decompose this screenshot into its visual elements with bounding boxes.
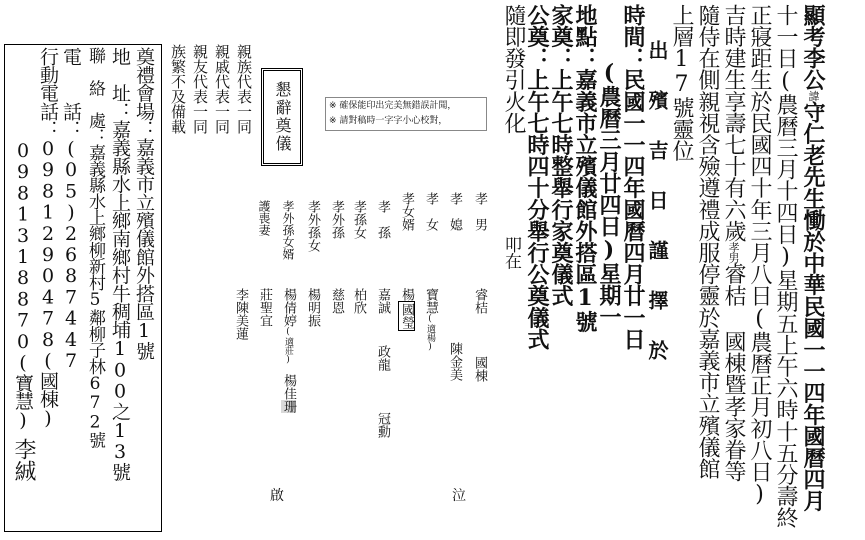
announcement-line-4-b: 睿桔 國棟暨孝家眷等: [721, 262, 746, 482]
contact-value: 嘉義縣水上鄉柳新村5鄰柳子林672號: [85, 144, 105, 448]
announcement-line-4-a: 吉時建生享壽七十有六歲: [721, 4, 746, 242]
family-name-son-in-law-surname: 楊: [399, 288, 414, 301]
closing-announce: 啟: [270, 488, 284, 504]
family-rel-6: 孝外孫: [329, 200, 344, 239]
mobile-line-1: [38, 47, 57, 429]
announcement-line-1: [802, 4, 824, 511]
announcement-line-4: [722, 4, 744, 482]
funeral-time: 時間：民國一一四年國曆四月廿一日: [620, 4, 646, 350]
family-name-outer-1: [282, 288, 295, 365]
family-name-daughter-main: 寶慧: [423, 288, 438, 314]
family-name-grandson-outer: 慈恩: [329, 288, 344, 314]
mobile-line-2: 0981318870(寶慧): [12, 140, 34, 431]
family-name-outer-1-note: (適莊): [283, 327, 293, 365]
address-line: [110, 47, 129, 481]
family-rel-1: 孝 媳: [447, 192, 462, 231]
family-rel-7: 孝外孫女: [305, 200, 320, 252]
note-line-1: ※ 確保能印出完美無錯誤計聞，: [329, 101, 457, 111]
family-name-wife: 李陳美蓮: [233, 288, 248, 340]
family-name-son-1: 睿桔: [472, 288, 487, 314]
signer-name: 李絾: [11, 438, 36, 482]
address-label: 地 址：: [109, 47, 131, 120]
family-name-outer-spouse: 莊聖宜: [257, 288, 272, 327]
family-rel-5: 孝孫女: [351, 200, 366, 239]
announcement-line-3: 正寢距生於民國四十年三月八日(農曆正月初八日): [747, 4, 772, 507]
family-rites: 家奠：上午七時整舉行家奠儀式: [548, 4, 574, 307]
family-name-outer-2-highlight: 珊: [281, 400, 296, 413]
rep-too-many: 族繁不及備載: [169, 44, 187, 134]
deceased-small-mark: 諱: [807, 90, 820, 102]
family-rel-0: 孝 男: [472, 192, 487, 231]
family-name-daughter-in-law: 陳金美: [447, 342, 462, 381]
family-name-granddaughter-outer: 楊明振: [305, 288, 320, 327]
closing-weep: 泣: [452, 488, 466, 504]
kowtow-mark: 叩在: [501, 236, 521, 270]
family-rel-2: 孝 女: [423, 192, 438, 231]
contact-line: [86, 47, 103, 448]
funeral-location: 地點：嘉義市立殯儀館外搭區1號: [572, 4, 598, 333]
rep-clan: 親族代表一同: [235, 44, 253, 134]
funeral-date-heading: 出 殯 吉 日 謹 擇 於: [645, 40, 669, 363]
announcement-line-6: 上層17號靈位: [669, 4, 694, 162]
family-rel-9: 護喪妻: [257, 200, 271, 236]
proofread-notes: [325, 97, 487, 131]
decline-gifts-text: 懇辭奠儀: [273, 81, 292, 153]
mobile-label: 行動電話：: [37, 47, 59, 139]
family-name-outer-1-main: 楊倩婷: [281, 288, 296, 327]
family-name-outer-2-main: 楊佳: [281, 374, 296, 400]
venue-value: 嘉義市立殯儀館外搭區1號: [133, 138, 155, 360]
family-name-son-2: 國棟: [472, 356, 487, 382]
family-name-outer-2: [282, 374, 295, 413]
contact-label: 聯 絡 處：: [85, 47, 105, 145]
family-name-grandson-1: 嘉誠: [375, 288, 390, 314]
address-value: 嘉義縣水上鄉南鄉村牛稠埔100之13號: [109, 119, 131, 481]
family-name-daughter: [424, 288, 437, 352]
public-rites: 公奠：上午七時四十分舉行公奠儀式: [524, 4, 550, 350]
family-name-son-in-law-given: 國瑩: [399, 303, 414, 329]
decline-gifts-box: [261, 68, 303, 166]
rep-friends: 親友代表一同: [191, 44, 209, 134]
family-rel-3: 孝女婿: [399, 192, 414, 231]
rep-relatives: 親戚代表一同: [213, 44, 231, 134]
note-line-2: ※ 請對稿時一字字小心校對，: [329, 116, 448, 126]
announcement-line-2: 十一日(農曆三月十四日)星期五上午六時十五分壽終: [773, 4, 798, 529]
venue-line: [134, 47, 153, 359]
family-rel-8: 孝外孫女婿: [281, 200, 295, 260]
funeral-lunar-date: (農曆三月廿四日)星期一: [596, 60, 622, 328]
deceased-name-and-date: 守仁老先生慟於中華民國一一四年國曆四月: [800, 101, 826, 512]
phone-value: (05)2687447: [60, 138, 82, 372]
family-rel-4: 孝 孫: [375, 200, 390, 239]
deceased-title: 顯考李公: [800, 4, 826, 91]
announcement-line-4-small: 孝男: [727, 241, 740, 263]
family-name-grandson-2: 政龍: [375, 345, 390, 371]
family-name-grandson-3: 冠勳: [375, 412, 390, 438]
family-name-son-in-law: [400, 288, 413, 331]
phone-label: 電 話：: [60, 47, 82, 139]
mobile-value-1: 0981290478(國棟): [37, 138, 59, 429]
family-name-granddaughter: 柏欣: [351, 288, 366, 314]
venue-label: 奠禮會場：: [133, 47, 155, 139]
announcement-line-5: 隨侍在側親視含殮遵禮成服停靈於嘉義市立殯儀館: [695, 4, 720, 480]
family-name-daughter-note: (適楊): [425, 314, 435, 352]
cremation-notice: 隨即發引火化: [501, 4, 526, 134]
phone-line: [61, 47, 80, 371]
